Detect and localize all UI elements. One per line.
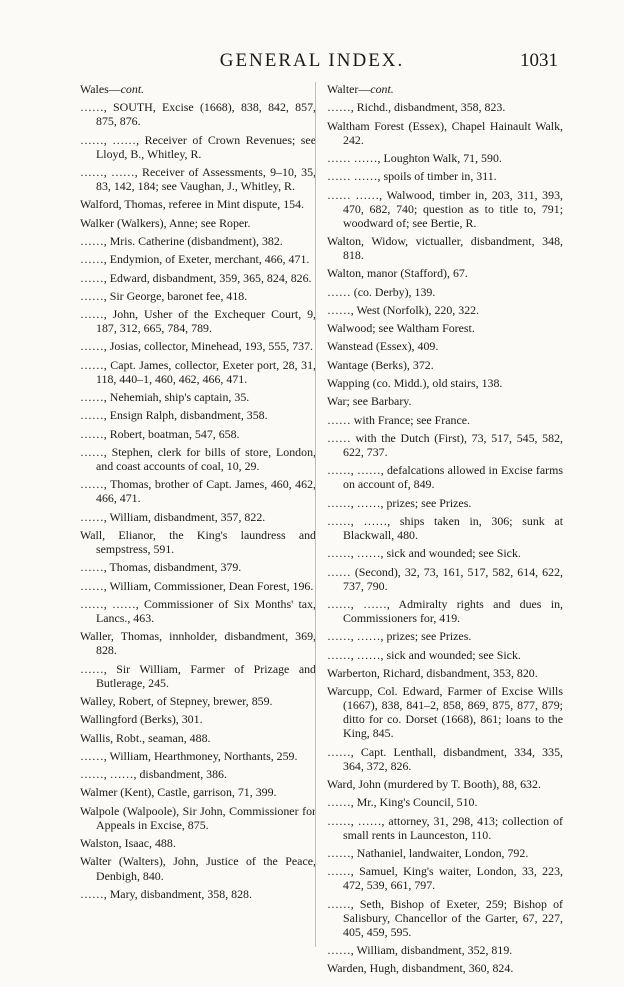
index-entry: Walton, Widow, victualler, disbandment, 348, 818.: [327, 233, 563, 263]
index-entry: ……, ……, Admiralty rights and dues in, Commissioners for, 419.: [327, 596, 563, 626]
index-entry: …… ……, Walwood, timber in, 203, 311, 393, 470, 682, 740; question as to title to, 791; woodward of; see Bertie, R.: [327, 187, 563, 230]
index-entry: Warden, Hugh, disbandment, 360, 824.: [327, 961, 514, 976]
index-entry: ……, Seth, Bishop of Exeter, 259; Bishop of Salisbury, Chancellor of the Garter, 67, 227, 405, 459, 595.: [327, 896, 563, 939]
index-entry: Warcupp, Col. Edward, Farmer of Excise Wills (1667), 838, 841–2, 858, 869, 875, 877, 879; ditto for co. Dorset (1668), 861; loans to the King, 845.: [327, 684, 563, 741]
index-entry: ……, ……, Receiver of Crown Revenues; see Lloyd, B., Whitley, R.: [80, 132, 316, 161]
index-entry: …… (co. Derby), 139.: [327, 284, 436, 299]
index-entry: …… with France; see France.: [327, 412, 470, 427]
index-entry: ……, Mris. Catherine (disbandment), 382.: [80, 233, 283, 248]
running-head: [70, 50, 558, 74]
index-entry: ……, Capt. Lenthall, disbandment, 334, 335, 364, 372, 826.: [327, 744, 563, 773]
index-entry: ……, Edward, disbandment, 359, 365, 824, 826.: [80, 270, 312, 285]
index-entry: ……, ……, prizes; see Prizes.: [327, 629, 472, 644]
index-entry: ……, Josias, collector, Minehead, 193, 555, 737.: [80, 339, 314, 354]
index-entry: ……, Ensign Ralph, disbandment, 358.: [80, 408, 268, 423]
index-entry: ……, Samuel, King's waiter, London, 33, 223, 472, 539, 661, 797.: [327, 864, 563, 893]
index-entry: Walter (Walters), John, Justice of the Peace, Denbigh, 840.: [80, 854, 316, 883]
page-number: 1031: [520, 50, 558, 71]
index-entry: Walmer (Kent), Castle, garrison, 71, 399.: [80, 785, 277, 800]
index-entry: ……, ……, sick and wounded; see Sick.: [327, 546, 521, 561]
index-entry: …… with the Dutch (First), 73, 517, 545, 582, 622, 737.: [327, 430, 563, 459]
index-entry: ……, Robert, boatman, 547, 658.: [80, 426, 240, 441]
index-entry: ……, Sir William, Farmer of Prizage and Butlerage, 245.: [80, 661, 316, 690]
index-entry: ……, Endymion, of Exeter, merchant, 466, 471.: [80, 252, 310, 267]
index-entry: ……, William, disbandment, 357, 822.: [80, 509, 266, 524]
continuation-heading: [327, 82, 563, 96]
index-entry: ……, Sir George, baronet fee, 418.: [80, 288, 248, 303]
continuation-head: Walter—: [327, 82, 371, 96]
continuation-label: cont.: [370, 82, 394, 96]
index-entry: ……, ……, attorney, 31, 298, 413; collection of small rents in Launceston, 110.: [327, 813, 563, 842]
index-entry: ……, Nehemiah, ship's captain, 35.: [80, 390, 250, 405]
index-entry: Wallis, Robt., seaman, 488.: [80, 730, 211, 745]
index-entry: ……, Nathaniel, landwaiter, London, 792.: [327, 846, 529, 861]
index-entry: ……, Capt. James, collector, Exeter port, 28, 31, 118, 440–1, 460, 462, 466, 471.: [80, 357, 316, 386]
index-entry: …… ……, spoils of timber in, 311.: [327, 169, 497, 184]
index-entry: ……, William, Hearthmoney, Northants, 259.: [80, 748, 298, 763]
index-entry: ……, ……, ships taken in, 306; sunk at Blackwall, 480.: [327, 513, 563, 542]
index-entry: Walker (Walkers), Anne; see Roper.: [80, 215, 251, 230]
index-entry: ……, Thomas, brother of Capt. James, 460, 462, 466, 471.: [80, 477, 316, 506]
index-entry: Wapping (co. Midd.), old stairs, 138.: [327, 376, 503, 391]
index-entry: ……, Thomas, disbandment, 379.: [80, 560, 242, 575]
index-entry: ……, SOUTH, Excise (1668), 838, 842, 857, 875, 876.: [80, 100, 316, 129]
index-entry: Waltham Forest (Essex), Chapel Hainault Walk, 242.: [327, 118, 563, 147]
index-entry: Walford, Thomas, referee in Mint dispute, 154.: [80, 197, 305, 212]
continuation-label: cont.: [120, 82, 145, 96]
column-divider: [315, 82, 316, 947]
page-title: GENERAL INDEX.: [219, 50, 405, 71]
index-entry: Wall, Elianor, the King's laundress and sempstress, 591.: [80, 528, 316, 557]
index-entry: Wallingford (Berks), 301.: [80, 712, 203, 727]
index-entry: ……, Stephen, clerk for bills of store, London, and coast accounts of coal, 10, 29.: [80, 444, 316, 474]
continuation-heading: [80, 82, 316, 96]
index-entry: ……, ……, disbandment, 386.: [80, 767, 227, 782]
index-entry: ……, ……, sick and wounded; see Sick.: [327, 647, 521, 662]
continuation-head: Wales—: [80, 82, 121, 96]
index-entry: ……, West (Norfolk), 220, 322.: [327, 302, 480, 317]
index-entry: Walston, Isaac, 488.: [80, 836, 176, 851]
index-entry: Warberton, Richard, disbandment, 353, 820.: [327, 665, 538, 680]
left-column: [80, 82, 316, 905]
index-entry: ……, ……, defalcations allowed in Excise farms on account of, 849.: [327, 463, 563, 492]
index-entry: Walton, manor (Stafford), 67.: [327, 266, 468, 281]
index-entry: Walpole (Walpoole), Sir John, Commissioner for Appeals in Excise, 875.: [80, 803, 316, 832]
index-entry: Walwood; see Waltham Forest.: [327, 321, 475, 336]
index-entry: Wanstead (Essex), 409.: [327, 339, 439, 354]
index-entry: ……, ……, Commissioner of Six Months' tax, Lancs., 463.: [80, 596, 316, 626]
index-entry: …… ……, Loughton Walk, 71, 590.: [327, 150, 502, 165]
index-entry: War; see Barbary.: [327, 394, 412, 409]
index-entry: Wantage (Berks), 372.: [327, 357, 434, 372]
index-entry: Ward, John (murdered by T. Booth), 88, 632.: [327, 777, 541, 792]
right-column: [327, 82, 563, 980]
index-entry: ……, Richd., disbandment, 358, 823.: [327, 100, 506, 115]
index-entry: Waller, Thomas, innholder, disbandment, 369, 828.: [80, 629, 316, 658]
index-entry: Walley, Robert, of Stepney, brewer, 859.: [80, 694, 273, 709]
index-entry: ……, ……, prizes; see Prizes.: [327, 495, 472, 510]
index-entry: ……, William, Commissioner, Dean Forest, 196.: [80, 578, 314, 593]
index-entry: ……, John, Usher of the Exchequer Court, 9, 187, 312, 665, 784, 789.: [80, 307, 316, 336]
index-entry: …… (Second), 32, 73, 161, 517, 582, 614, 622, 737, 790.: [327, 564, 563, 593]
index-entry: ……, ……, Receiver of Assessments, 9–10, 35, 83, 142, 184; see Vaughan, J., Whitley, R.: [80, 165, 316, 194]
index-entry: ……, Mr., King's Council, 510.: [327, 795, 478, 810]
index-entry: ……, William, disbandment, 352, 819.: [327, 943, 513, 958]
index-entry: ……, Mary, disbandment, 358, 828.: [80, 886, 252, 901]
